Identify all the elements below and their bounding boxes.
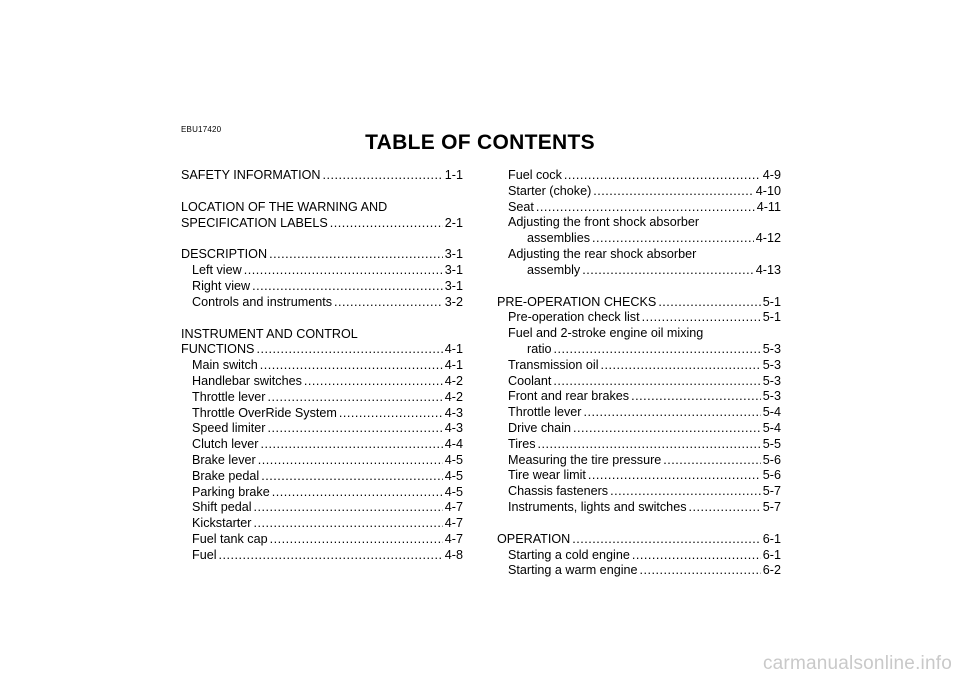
dot-leader (642, 310, 761, 326)
toc-page-number: 2-1 (444, 215, 463, 230)
dot-leader (272, 485, 443, 501)
toc-entry-title-line: INSTRUMENT AND CONTROL (181, 326, 358, 341)
dot-leader (572, 532, 761, 548)
dot-leader (592, 231, 754, 247)
toc-page-number: 4-3 (444, 405, 463, 420)
toc-subentry[interactable] (181, 390, 463, 406)
toc-entry-row (192, 437, 463, 453)
toc-entry-title: Instruments, lights and switches (508, 499, 687, 514)
toc-entry-title: Measuring the tire pressure (508, 452, 662, 467)
toc-entry-title-line: LOCATION OF THE WARNING AND (181, 199, 388, 214)
toc-entry-row (192, 485, 463, 501)
toc-entry-title: Throttle OverRide System (192, 405, 337, 420)
toc-entry-title: Controls and instruments (192, 294, 332, 309)
toc-subentry[interactable] (497, 389, 781, 405)
toc-subentry[interactable] (497, 405, 781, 421)
toc-section-entry[interactable] (181, 327, 463, 359)
dot-leader (640, 563, 761, 579)
toc-page-number: 5-3 (762, 373, 781, 388)
dot-leader (304, 374, 443, 390)
toc-entry-row (508, 168, 781, 184)
toc-entry-row (508, 500, 781, 516)
dot-leader (663, 453, 761, 469)
toc-subentry[interactable] (497, 326, 781, 358)
toc-entry-row (192, 374, 463, 390)
toc-entry-title: Tire wear limit (508, 468, 586, 483)
toc-subentry[interactable] (497, 563, 781, 579)
toc-entry-title: Throttle lever (192, 389, 266, 404)
toc-page-number: 4-7 (444, 516, 463, 531)
dot-leader (689, 500, 761, 516)
dot-leader (219, 548, 443, 564)
toc-entry-title: Starting a cold engine (508, 547, 630, 562)
toc-subentry[interactable] (181, 469, 463, 485)
dot-leader (322, 168, 442, 184)
toc-subentry[interactable] (181, 453, 463, 469)
toc-entry-row (508, 389, 781, 405)
toc-entry-row (181, 247, 463, 263)
section-spacer (181, 231, 463, 247)
toc-entry-row (181, 342, 463, 358)
toc-page-number: 5-6 (762, 452, 781, 467)
toc-subentry[interactable] (497, 453, 781, 469)
toc-entry-title: Starting a warm engine (508, 563, 638, 578)
toc-entry-title: assembly (527, 262, 581, 277)
toc-entry-row (181, 168, 463, 184)
toc-entry-title: Drive chain (508, 420, 571, 435)
dot-leader (261, 437, 443, 453)
toc-entry-title: SAFETY INFORMATION (181, 168, 321, 182)
toc-subentry[interactable] (497, 374, 781, 390)
toc-page-number: 4-1 (444, 358, 463, 373)
toc-entry-title: Fuel tank cap (192, 531, 268, 546)
document-code: EBU17420 (181, 125, 222, 134)
toc-subentry[interactable] (181, 263, 463, 279)
toc-entry-title: ratio (527, 341, 552, 356)
section-spacer (497, 516, 781, 532)
dot-leader (270, 532, 443, 548)
toc-subentry[interactable] (497, 437, 781, 453)
toc-entry-title: SPECIFICATION LABELS (181, 215, 328, 230)
watermark: carmanualsonline.info (762, 653, 952, 674)
toc-page-number: 3-1 (444, 247, 463, 262)
toc-entry-title: OPERATION (497, 531, 571, 546)
dot-leader (553, 374, 760, 390)
toc-page-number: 6-1 (762, 531, 781, 546)
toc-entry-title: Fuel (192, 547, 217, 562)
toc-page-number: 5-4 (762, 405, 781, 420)
toc-entry-row (508, 563, 781, 579)
dot-leader (269, 247, 443, 263)
toc-entry-row (192, 279, 463, 295)
toc-entry-row (508, 310, 781, 326)
toc-subentry[interactable] (497, 548, 781, 564)
dot-leader (334, 295, 443, 311)
toc-entry-row (192, 390, 463, 406)
toc-entry-row (508, 421, 781, 437)
dot-leader (258, 453, 443, 469)
dot-leader (573, 421, 761, 437)
section-spacer (181, 184, 463, 200)
toc-subentry[interactable] (497, 484, 781, 500)
toc-entry-row (192, 358, 463, 374)
dot-leader (536, 200, 755, 216)
toc-entry-title: Handlebar switches (192, 373, 302, 388)
dot-leader (588, 468, 761, 484)
toc-subentry[interactable] (181, 421, 463, 437)
toc-page-number: 5-7 (762, 499, 781, 514)
toc-entry-row (508, 453, 781, 469)
toc-page-number: 3-2 (444, 294, 463, 309)
toc-entry-row (192, 548, 463, 564)
toc-page-number: 5-1 (762, 310, 781, 325)
toc-entry-title: Kickstarter (192, 516, 252, 531)
toc-entry-title: Clutch lever (192, 437, 259, 452)
toc-page-number: 6-1 (762, 547, 781, 562)
toc-page-number: 5-3 (762, 341, 781, 356)
toc-page-number: 5-3 (762, 357, 781, 372)
toc-entry-title: Parking brake (192, 484, 270, 499)
dot-leader (632, 548, 761, 564)
toc-entry-row (497, 532, 781, 548)
toc-entry-title: DESCRIPTION (181, 247, 268, 262)
toc-page-number: 4-5 (444, 484, 463, 499)
toc-entry-row (508, 342, 781, 358)
toc-subentry[interactable] (181, 437, 463, 453)
toc-entry-row (508, 184, 781, 200)
toc-page-number: 4-12 (755, 231, 781, 246)
toc-entry-title: Chassis fasteners (508, 484, 609, 499)
toc-subentry[interactable] (181, 358, 463, 374)
page-title: TABLE OF CONTENTS (365, 131, 595, 154)
toc-page-number: 5-1 (762, 294, 781, 309)
toc-page-number: 4-3 (444, 421, 463, 436)
dot-leader (564, 168, 761, 184)
section-spacer (497, 279, 781, 295)
toc-entry-title: Throttle lever (508, 405, 582, 420)
toc-page-number: 6-2 (762, 563, 781, 578)
toc-page-number: 4-7 (444, 531, 463, 546)
toc-subentry[interactable] (497, 215, 781, 247)
toc-page-number: 3-1 (444, 263, 463, 278)
dot-leader (254, 500, 443, 516)
dot-leader (631, 389, 761, 405)
toc-subentry[interactable] (181, 485, 463, 501)
toc-entry-title: PRE-OPERATION CHECKS (497, 294, 657, 309)
dot-leader (260, 358, 443, 374)
toc-entry-title-line: Fuel and 2-stroke engine oil mixing (508, 326, 704, 341)
dot-leader (261, 469, 443, 485)
toc-entry-title: Shift pedal (192, 500, 252, 515)
toc-section-entry[interactable] (497, 295, 781, 311)
toc-section-entry[interactable] (181, 247, 463, 263)
toc-entry-title: FUNCTIONS (181, 342, 255, 357)
toc-entry-title-line: Adjusting the front shock absorber (508, 215, 700, 230)
toc-entry-row (508, 468, 781, 484)
toc-entry-title: Right view (192, 278, 251, 293)
toc-page-number: 4-1 (444, 342, 463, 357)
toc-subentry[interactable] (497, 468, 781, 484)
toc-entry-row (508, 548, 781, 564)
dot-leader (554, 342, 761, 358)
toc-entry-row (192, 453, 463, 469)
dot-leader (256, 342, 442, 358)
toc-page-number: 4-9 (762, 168, 781, 182)
toc-entry-row (192, 295, 463, 311)
toc-subentry[interactable] (497, 247, 781, 279)
toc-entry-title: Front and rear brakes (508, 389, 630, 404)
toc-section-entry[interactable] (181, 200, 463, 232)
toc-subentry[interactable] (181, 406, 463, 422)
dot-leader (584, 405, 761, 421)
toc-entry-row (192, 516, 463, 532)
toc-subentry[interactable] (497, 168, 781, 184)
toc-entry-title: Left view (192, 263, 242, 278)
dot-leader (268, 390, 443, 406)
dot-leader (244, 263, 443, 279)
toc-page-number: 5-5 (762, 436, 781, 451)
toc-entry-row (181, 216, 463, 232)
toc-entry-row (192, 469, 463, 485)
toc-entry-title: Brake pedal (192, 468, 260, 483)
toc-subentry[interactable] (497, 200, 781, 216)
toc-entry-title: Brake lever (192, 452, 256, 467)
toc-subentry[interactable] (181, 279, 463, 295)
toc-entry-title: Speed limiter (192, 421, 266, 436)
toc-entry-row (508, 405, 781, 421)
toc-entry-title: Seat (508, 199, 534, 214)
dot-leader (330, 216, 443, 232)
toc-subentry[interactable] (497, 184, 781, 200)
toc-entry-row (192, 421, 463, 437)
dot-leader (593, 184, 753, 200)
toc-entry-title: Coolant (508, 373, 552, 388)
toc-entry-title: Tires (508, 436, 536, 451)
toc-subentry[interactable] (497, 358, 781, 374)
toc-page-number: 4-10 (755, 183, 781, 198)
toc-page-number: 5-6 (762, 468, 781, 483)
toc-page-number: 4-7 (444, 500, 463, 515)
toc-page-number: 1-1 (444, 168, 463, 182)
dot-leader (253, 516, 442, 532)
toc-subentry[interactable] (497, 421, 781, 437)
toc-entry-title: Main switch (192, 358, 258, 373)
toc-entry-row (508, 200, 781, 216)
toc-page-number: 4-4 (444, 437, 463, 452)
toc-entry-row (192, 406, 463, 422)
toc-page-number: 5-4 (762, 420, 781, 435)
toc-page-number: 4-13 (755, 262, 781, 277)
toc-page-number: 4-2 (444, 389, 463, 404)
toc-page-number: 5-3 (762, 389, 781, 404)
toc-section-entry[interactable] (497, 532, 781, 548)
toc-entry-row (497, 295, 781, 311)
toc-page-number: 4-8 (444, 547, 463, 562)
toc-page-number: 4-5 (444, 468, 463, 483)
toc-subentry[interactable] (181, 548, 463, 564)
toc-subentry[interactable] (181, 295, 463, 311)
toc-subentry[interactable] (181, 500, 463, 516)
toc-page-number: 4-11 (756, 199, 781, 214)
toc-entry-row (508, 263, 781, 279)
toc-entry-row (192, 532, 463, 548)
toc-subentry[interactable] (497, 500, 781, 516)
toc-entry-title: Fuel cock (508, 168, 562, 182)
toc-entry-title: assemblies (527, 231, 590, 246)
dot-leader (658, 295, 760, 311)
toc-section-entry[interactable] (181, 168, 463, 184)
toc-entry-row (508, 231, 781, 247)
toc-entry-title-line: Adjusting the rear shock absorber (508, 246, 697, 261)
toc-column-right (497, 168, 781, 579)
toc-entry-row (508, 358, 781, 374)
toc-entry-row (192, 500, 463, 516)
toc-page-number: 3-1 (444, 278, 463, 293)
dot-leader (610, 484, 761, 500)
toc-subentry[interactable] (181, 374, 463, 390)
toc-subentry[interactable] (497, 310, 781, 326)
dot-leader (601, 358, 761, 374)
toc-entry-row (508, 374, 781, 390)
dot-leader (252, 279, 443, 295)
toc-page-number: 4-5 (444, 452, 463, 467)
toc-subentry[interactable] (181, 516, 463, 532)
toc-entry-row (508, 437, 781, 453)
toc-page-number: 4-2 (444, 373, 463, 388)
toc-page-number: 5-7 (762, 484, 781, 499)
toc-column-left (181, 168, 463, 564)
toc-subentry[interactable] (181, 532, 463, 548)
dot-leader (268, 421, 443, 437)
toc-entry-row (508, 484, 781, 500)
toc-entry-title: Starter (choke) (508, 183, 592, 198)
section-spacer (181, 311, 463, 327)
toc-entry-title: Pre-operation check list (508, 310, 640, 325)
toc-entry-row (192, 263, 463, 279)
dot-leader (582, 263, 754, 279)
toc-entry-title: Transmission oil (508, 357, 599, 372)
dot-leader (538, 437, 761, 453)
dot-leader (339, 406, 443, 422)
